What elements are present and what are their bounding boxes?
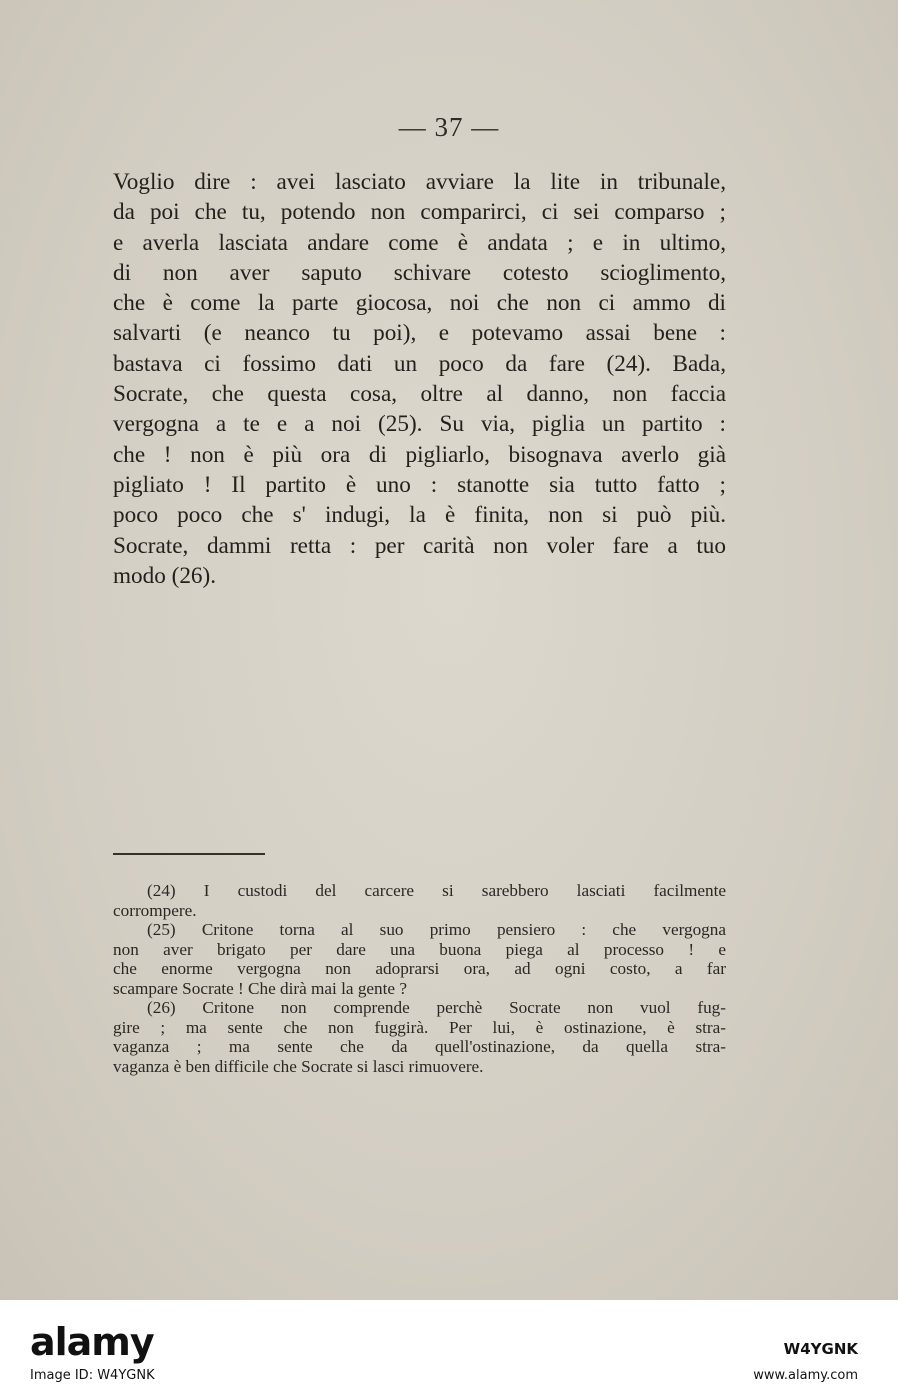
image-code: W4YGNK <box>783 1340 858 1358</box>
body-line: Voglio dire : avei lasciato avviare la lite in tribunale, <box>113 169 726 195</box>
image-id-label: Image ID: W4YGNK <box>30 1368 155 1383</box>
body-line: che ! non è più ora di pigliarlo, bisognava averlo già <box>113 441 726 468</box>
body-line: e averla lasciata andare come è andata ; e in ultimo, <box>113 229 726 256</box>
footnote-line: che enorme vergogna non adoprarsi ora, ad ogni costo, a far <box>113 959 726 978</box>
body-line: di non aver saputo schivare cotesto scioglimento, <box>113 259 726 286</box>
body-line: poco poco che s' indugi, la è finita, non si può più. <box>113 502 726 529</box>
page-number: — 37 — <box>398 112 500 142</box>
footnote-26 <box>113 998 726 1076</box>
stock-footer <box>0 1300 898 1390</box>
footnote-line: gire ; ma sente che non fuggirà. Per lui, è ostinazione, è stra- <box>113 1017 726 1037</box>
alamy-logo: alamy <box>30 1320 154 1364</box>
footnote-line: vaganza è ben difficile che Socrate si lasci rimuovere. <box>113 1056 484 1076</box>
body-line: Socrate, dammi retta : per carità non voler fare a tuo <box>113 532 726 559</box>
body-line: salvarti (e neanco tu poi), e potevamo assai bene : <box>113 320 726 347</box>
body-line: pigliato ! Il partito è uno : stanotte sia tutto fatto ; <box>113 471 726 498</box>
footnote-line: scampare Socrate ! Che dirà mai la gente ? <box>113 978 407 998</box>
site-url: www.alamy.com <box>753 1368 858 1383</box>
footnote-line: non aver brigato per dare una buona piega al processo ! e <box>113 939 726 959</box>
body-line: modo (26). <box>113 562 217 589</box>
footnote-divider <box>113 853 265 855</box>
footnote-line: corrompere. <box>113 900 197 920</box>
footnote-line: (25) Critone torna al suo primo pensiero : che vergogna <box>147 920 726 939</box>
footnote-line: (26) Critone non comprende perchè Socrate non vuol fug- <box>147 998 726 1017</box>
body-text <box>113 167 726 591</box>
body-line: vergogna a te e a noi (25). Su via, piglia un partito : <box>113 411 726 438</box>
footnotes <box>113 881 726 1076</box>
body-line: Socrate, che questa cosa, oltre al danno, non faccia <box>113 381 726 408</box>
body-line: che è come la parte giocosa, noi che non ci ammo di <box>113 290 726 317</box>
body-line: bastava ci fossimo dati un poco da fare (24). Bada, <box>113 350 726 377</box>
footnote-line: (24) I custodi del carcere si sarebbero lasciati facilmente <box>147 881 726 900</box>
footnote-24 <box>113 881 726 920</box>
footnote-line: vaganza ; ma sente che da quell'ostinazione, da quella stra- <box>113 1037 726 1056</box>
body-line: da poi che tu, potendo non comparirci, ci sei comparso ; <box>113 199 726 226</box>
footnote-25 <box>113 920 726 998</box>
